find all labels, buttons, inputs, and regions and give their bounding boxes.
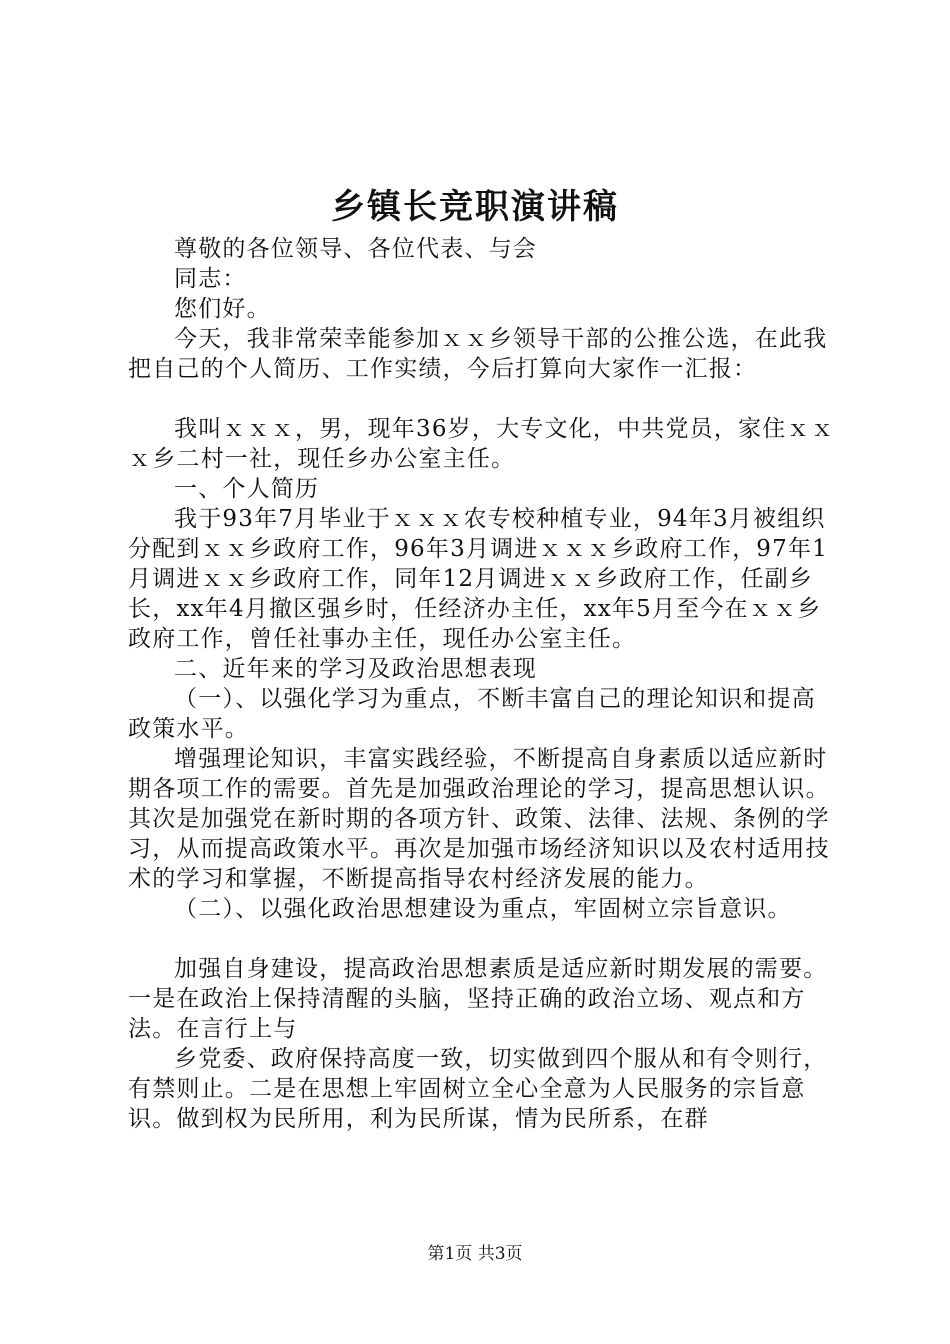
subsection-heading-1: （一）、以强化学习为重点，不断丰富自己的理论知识和提高政策水平。 — [128, 686, 816, 742]
paragraph-resume: 我于93年7月毕业于ｘｘｘ农专校种植专业，94年3月被组织分配到ｘｘ乡政府工作，96年3月调进ｘｘｘ乡政府工作，97年1月调进ｘｘ乡政府工作，同年12月调进ｘｘ乡政府工作，任副乡长，xx年4月撤区强乡时，任经济办主任，xx年5月至今在ｘｘ乡政府工作，曾任社事办主任，现任办公室主任。 — [128, 506, 828, 652]
paragraph-salutation-cont: 同志： — [174, 266, 247, 292]
paragraph-political-cont: 乡党委、政府保持高度一致，切实做到四个服从和有令则行，有禁则止。二是在思想上牢固树立全心全意为人民服务的宗旨意识。做到权为民所用，利为民所谋，情为民所系，在群 — [128, 1046, 828, 1132]
subsection-heading-2: （二）、以强化政治思想建设为重点，牢固树立宗旨意识。 — [174, 896, 792, 922]
section-heading-study: 二、近年来的学习及政治思想表现 — [174, 656, 537, 682]
page-number-footer: 第1页 共3页 — [427, 1244, 523, 1264]
section-heading-resume: 一、个人简历 — [174, 476, 320, 502]
paragraph-study: 增强理论知识，丰富实践经验，不断提高自身素质以适应新时期各项工作的需要。首先是加强政治理论的学习，提高思想认识。其次是加强党在新时期的各项方针、政策、法律、法规、条例的学习，从而提高政策水平。再次是加强市场经济知识以及农村适用技术的学习和掌握，不断提高指导农村经济发展的能力。 — [128, 746, 830, 892]
paragraph-political: 加强自身建设，提高政治思想素质是适应新时期发展的需要。一是在政治上保持清醒的头脑，坚持正确的政治立场、观点和方法。在言行上与 — [128, 956, 828, 1042]
paragraph-intro: 今天，我非常荣幸能参加ｘｘ乡领导干部的公推公选，在此我把自己的个人简历、工作实绩，今后打算向大家作一汇报： — [128, 326, 828, 382]
paragraph-greeting: 您们好。 — [174, 296, 271, 322]
document-title: 乡镇长竞职演讲稿 — [331, 187, 619, 227]
paragraph-self-intro: 我叫ｘｘｘ，男，现年36岁，大专文化，中共党员，家住ｘｘｘ乡二村一社，现任乡办公室主任。 — [128, 416, 835, 472]
document-body — [128, 234, 838, 1134]
paragraph-salutation: 尊敬的各位领导、各位代表、与会 — [174, 236, 537, 262]
